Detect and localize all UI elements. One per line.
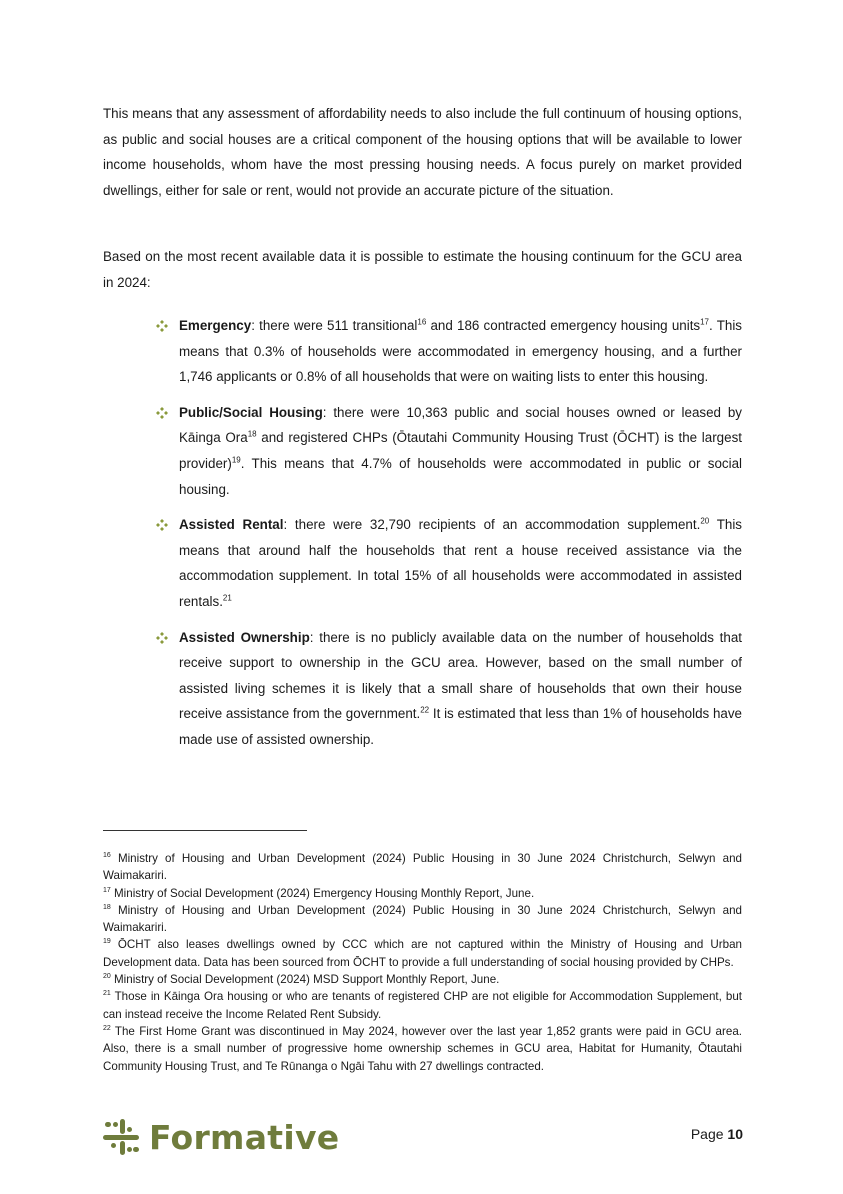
bullet-text: and 186 contracted emergency housing units	[426, 318, 701, 333]
bullet-text: It is estimated that less than 1% of households have made use of assisted ownership.	[179, 706, 742, 747]
bullet-text: : there is no publicly available data on the number of households that receive support to ownership in the GCU area. However, based on the small number of assisted living schemes it is likely that a small share of households that own their house receive assistance from the government.	[179, 629, 742, 722]
footnote-ref[interactable]: 20	[700, 516, 710, 526]
footnote-ref[interactable]: 21	[222, 593, 232, 603]
footnote-text: ŌCHT also leases dwellings owned by CCC which are not captured within the Ministry of Housing and Urban Development data. Data has been sourced from ŌCHT to provide a full understanding of social housing provided by CHPs.	[103, 938, 742, 969]
footnote-text: Ministry of Housing and Urban Development (2024) Public Housing in 30 June 2024 Christchurch, Selwyn and Waimakariri.	[103, 852, 742, 883]
footnote-number: 21	[103, 990, 111, 998]
bullet-public-social-housing	[156, 400, 742, 502]
footnote-text: Ministry of Social Development (2024) MSD Support Monthly Report, June.	[110, 973, 500, 987]
footnote-21	[103, 988, 742, 1023]
page-label: Page	[690, 1126, 728, 1142]
four-diamond-bullet-icon	[156, 407, 168, 419]
four-diamond-bullet-icon	[156, 519, 168, 531]
paragraph-text: Based on the most recent available data it is possible to estimate the housing continuum for the GCU area in 2024:	[103, 249, 742, 290]
footnote-number: 17	[103, 886, 111, 894]
footnote-ref[interactable]: 18	[247, 429, 257, 439]
bullet-title: Assisted Ownership	[179, 629, 310, 645]
footnote-17	[103, 885, 742, 902]
bullet-text: and registered CHPs (Ōtautahi Community Housing Trust (ŌCHT) is the largest provider)	[179, 430, 742, 471]
bullet-title: Assisted Rental	[179, 517, 284, 533]
footnote-18	[103, 902, 742, 937]
bullet-assisted-ownership	[156, 625, 742, 753]
formative-logo	[103, 1117, 339, 1157]
footnote-19	[103, 936, 742, 971]
footnote-number: 22	[103, 1025, 111, 1033]
bullet-emergency	[156, 313, 742, 390]
footnote-ref[interactable]: 19	[231, 455, 241, 465]
logo-wordmark: Formative	[149, 1117, 340, 1157]
page-number	[691, 1126, 743, 1142]
bullet-text: . This means that 4.7% of households were accommodated in public or social housing.	[179, 455, 742, 497]
four-diamond-bullet-icon	[156, 320, 168, 332]
body-paragraph-2	[103, 244, 742, 295]
footnote-22	[103, 1023, 742, 1075]
housing-continuum-list	[156, 313, 742, 763]
bullet-title: Public/Social Housing	[179, 404, 323, 420]
footnote-16	[103, 850, 742, 885]
footnote-number: 18	[103, 904, 111, 912]
footnote-20	[103, 971, 742, 988]
footnote-number: 16	[103, 852, 111, 860]
bullet-text: : there were 511 transitional	[251, 318, 418, 333]
body-paragraph-1	[103, 101, 742, 203]
paragraph-text: This means that any assessment of affordability needs to also include the full continuum of housing options, as public and social houses are a critical component of the housing options that will be available to lower income households, whom have the most pressing housing needs. A focus purely on market provided dwellings, either for sale or rent, would not provide an accurate picture of the situation.	[103, 106, 742, 198]
bullet-text: : there were 10,363 public and social houses owned or leased by Kāinga Ora	[179, 404, 742, 446]
bullet-text: This means that around half the households that rent a house received assistance via the accommodation supplement. In total 15% of all households were accommodated in assisted rentals.	[179, 517, 742, 609]
bullet-text: . This means that 0.3% of households were accommodated in emergency housing, and a further 1,746 applicants or 0.8% of all households that were on waiting lists to enter this housing.	[179, 318, 742, 385]
bullet-title: Emergency	[179, 318, 252, 333]
footnotes	[103, 850, 742, 1075]
footnote-text: Ministry of Housing and Urban Development (2024) Public Housing in 30 June 2024 Christchurch, Selwyn and Waimakariri.	[103, 903, 742, 935]
four-diamond-bullet-icon	[156, 632, 168, 644]
footnote-ref[interactable]: 17	[700, 317, 710, 327]
footnote-separator	[103, 830, 307, 831]
page-number-value: 10	[727, 1126, 743, 1142]
footnote-ref[interactable]: 16	[417, 317, 427, 327]
bullet-text: : there were 32,790 recipients of an accommodation supplement.	[283, 517, 701, 533]
footnote-text: The First Home Grant was discontinued in May 2024, however over the last year 1,852 grants were paid in GCU area. Also, there is a small number of progressive home ownership schemes in GCU area, Habitat for Humanity, Ōtautahi Community Housing Trust, and Te Rūnanga o Ngāi Tahu with 27 dwellings contracted.	[103, 1024, 742, 1073]
bullet-assisted-rental	[156, 512, 742, 614]
footnote-text: Ministry of Social Development (2024) Emergency Housing Monthly Report, June.	[110, 886, 535, 900]
footnote-text: Those in Kāinga Ora housing or who are tenants of registered CHP are not eligible for Accommodation Supplement, but can instead receive the Income Related Rent Subsidy.	[103, 990, 742, 1021]
footnote-number: 20	[103, 973, 111, 981]
footnote-number: 19	[103, 938, 111, 946]
footnote-ref[interactable]: 22	[420, 705, 430, 715]
formative-logo-icon	[103, 1119, 139, 1155]
